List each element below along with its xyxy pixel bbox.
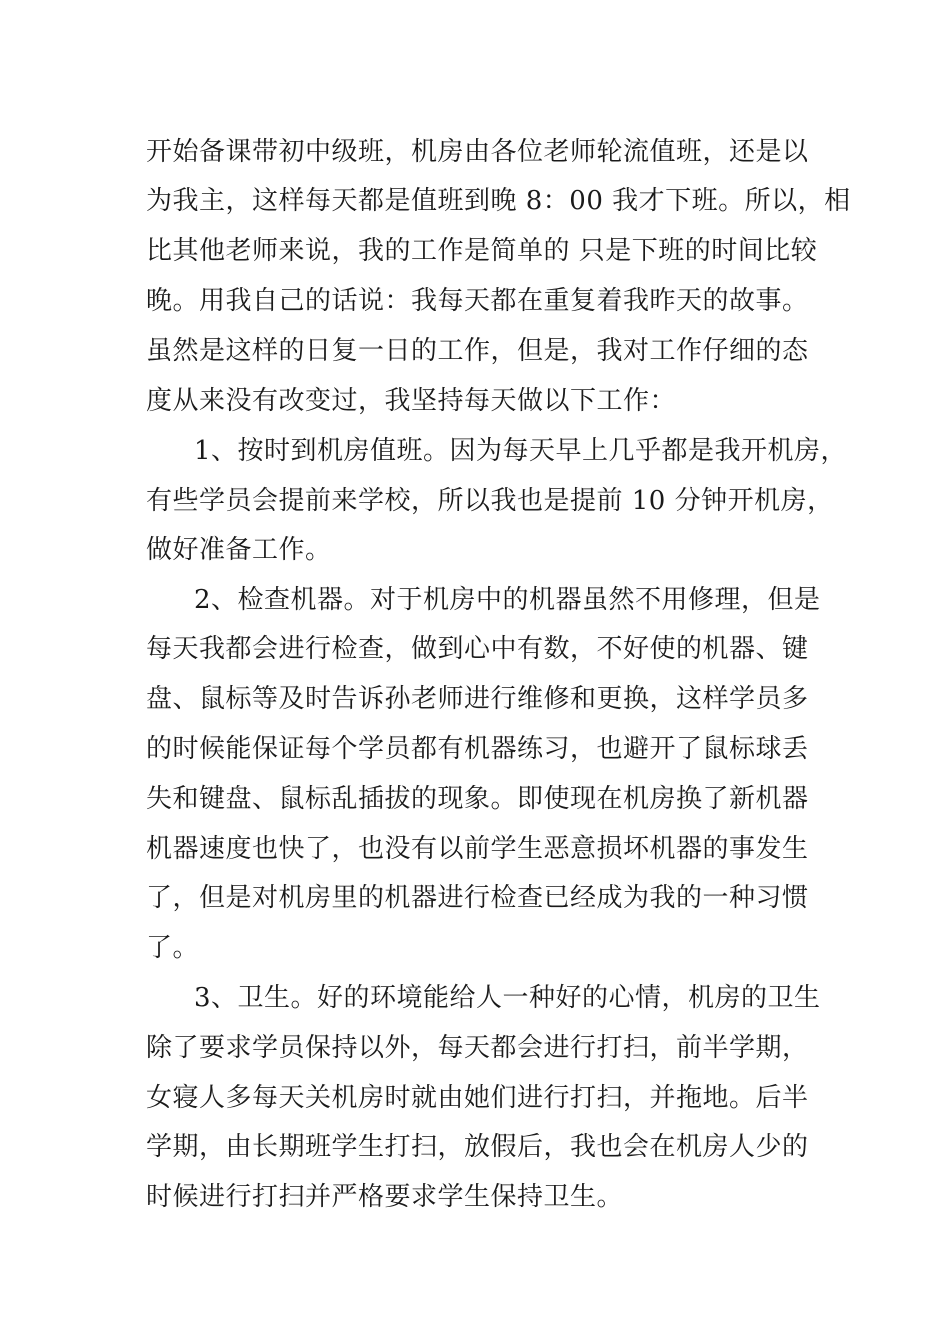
text-line: 的时候能保证每个学员都有机器练习，也避开了鼠标球丢 [146, 734, 809, 764]
text-line: 每天我都会进行检查，做到心中有数，不好使的机器、键 [146, 634, 809, 664]
text-line: 盘、鼠标等及时告诉孙老师进行维修和更换，这样学员多 [146, 684, 809, 714]
text-line: 1、按时到机房值班。因为每天早上几乎都是我开机房， [194, 436, 848, 466]
text-line: 2、检查机器。对于机房中的机器虽然不用修理，但是 [194, 585, 821, 615]
text-line: 了，但是对机房里的机器进行检查已经成为我的一种习惯 [146, 883, 809, 913]
text-line: 为我主，这样每天都是值班到晚 8：00 我才下班。所以，相 [146, 186, 851, 216]
text-line: 虽然是这样的日复一日的工作，但是，我对工作仔细的态 [146, 336, 809, 366]
text-line: 度从来没有改变过，我坚持每天做以下工作： [146, 386, 677, 416]
text-line: 时候进行打扫并严格要求学生保持卫生。 [146, 1182, 624, 1212]
text-line: 做好准备工作。 [146, 535, 332, 565]
text-line: 有些学员会提前来学校，所以我也是提前 10 分钟开机房， [146, 486, 834, 516]
text-line: 开始备课带初中级班，机房由各位老师轮流值班，还是以 [146, 137, 809, 167]
text-line: 学期，由长期班学生打扫，放假后，我也会在机房人少的 [146, 1132, 809, 1162]
text-line: 除了要求学员保持以外，每天都会进行打扫，前半学期， [146, 1033, 809, 1063]
text-line: 失和键盘、鼠标乱插拔的现象。即使现在机房换了新机器 [146, 784, 809, 814]
text-line: 了。 [146, 933, 200, 963]
text-line: 晚。用我自己的话说：我每天都在重复着我昨天的故事。 [146, 286, 809, 316]
text-line: 3、卫生。好的环境能给人一种好的心情，机房的卫生 [194, 983, 821, 1013]
text-line: 比其他老师来说，我的工作是简单的 只是下班的时间比较 [146, 236, 818, 266]
text-line: 机器速度也快了，也没有以前学生恶意损坏机器的事发生 [146, 834, 809, 864]
text-line: 女寝人多每天关机房时就由她们进行打扫，并拖地。后半 [146, 1083, 809, 1113]
